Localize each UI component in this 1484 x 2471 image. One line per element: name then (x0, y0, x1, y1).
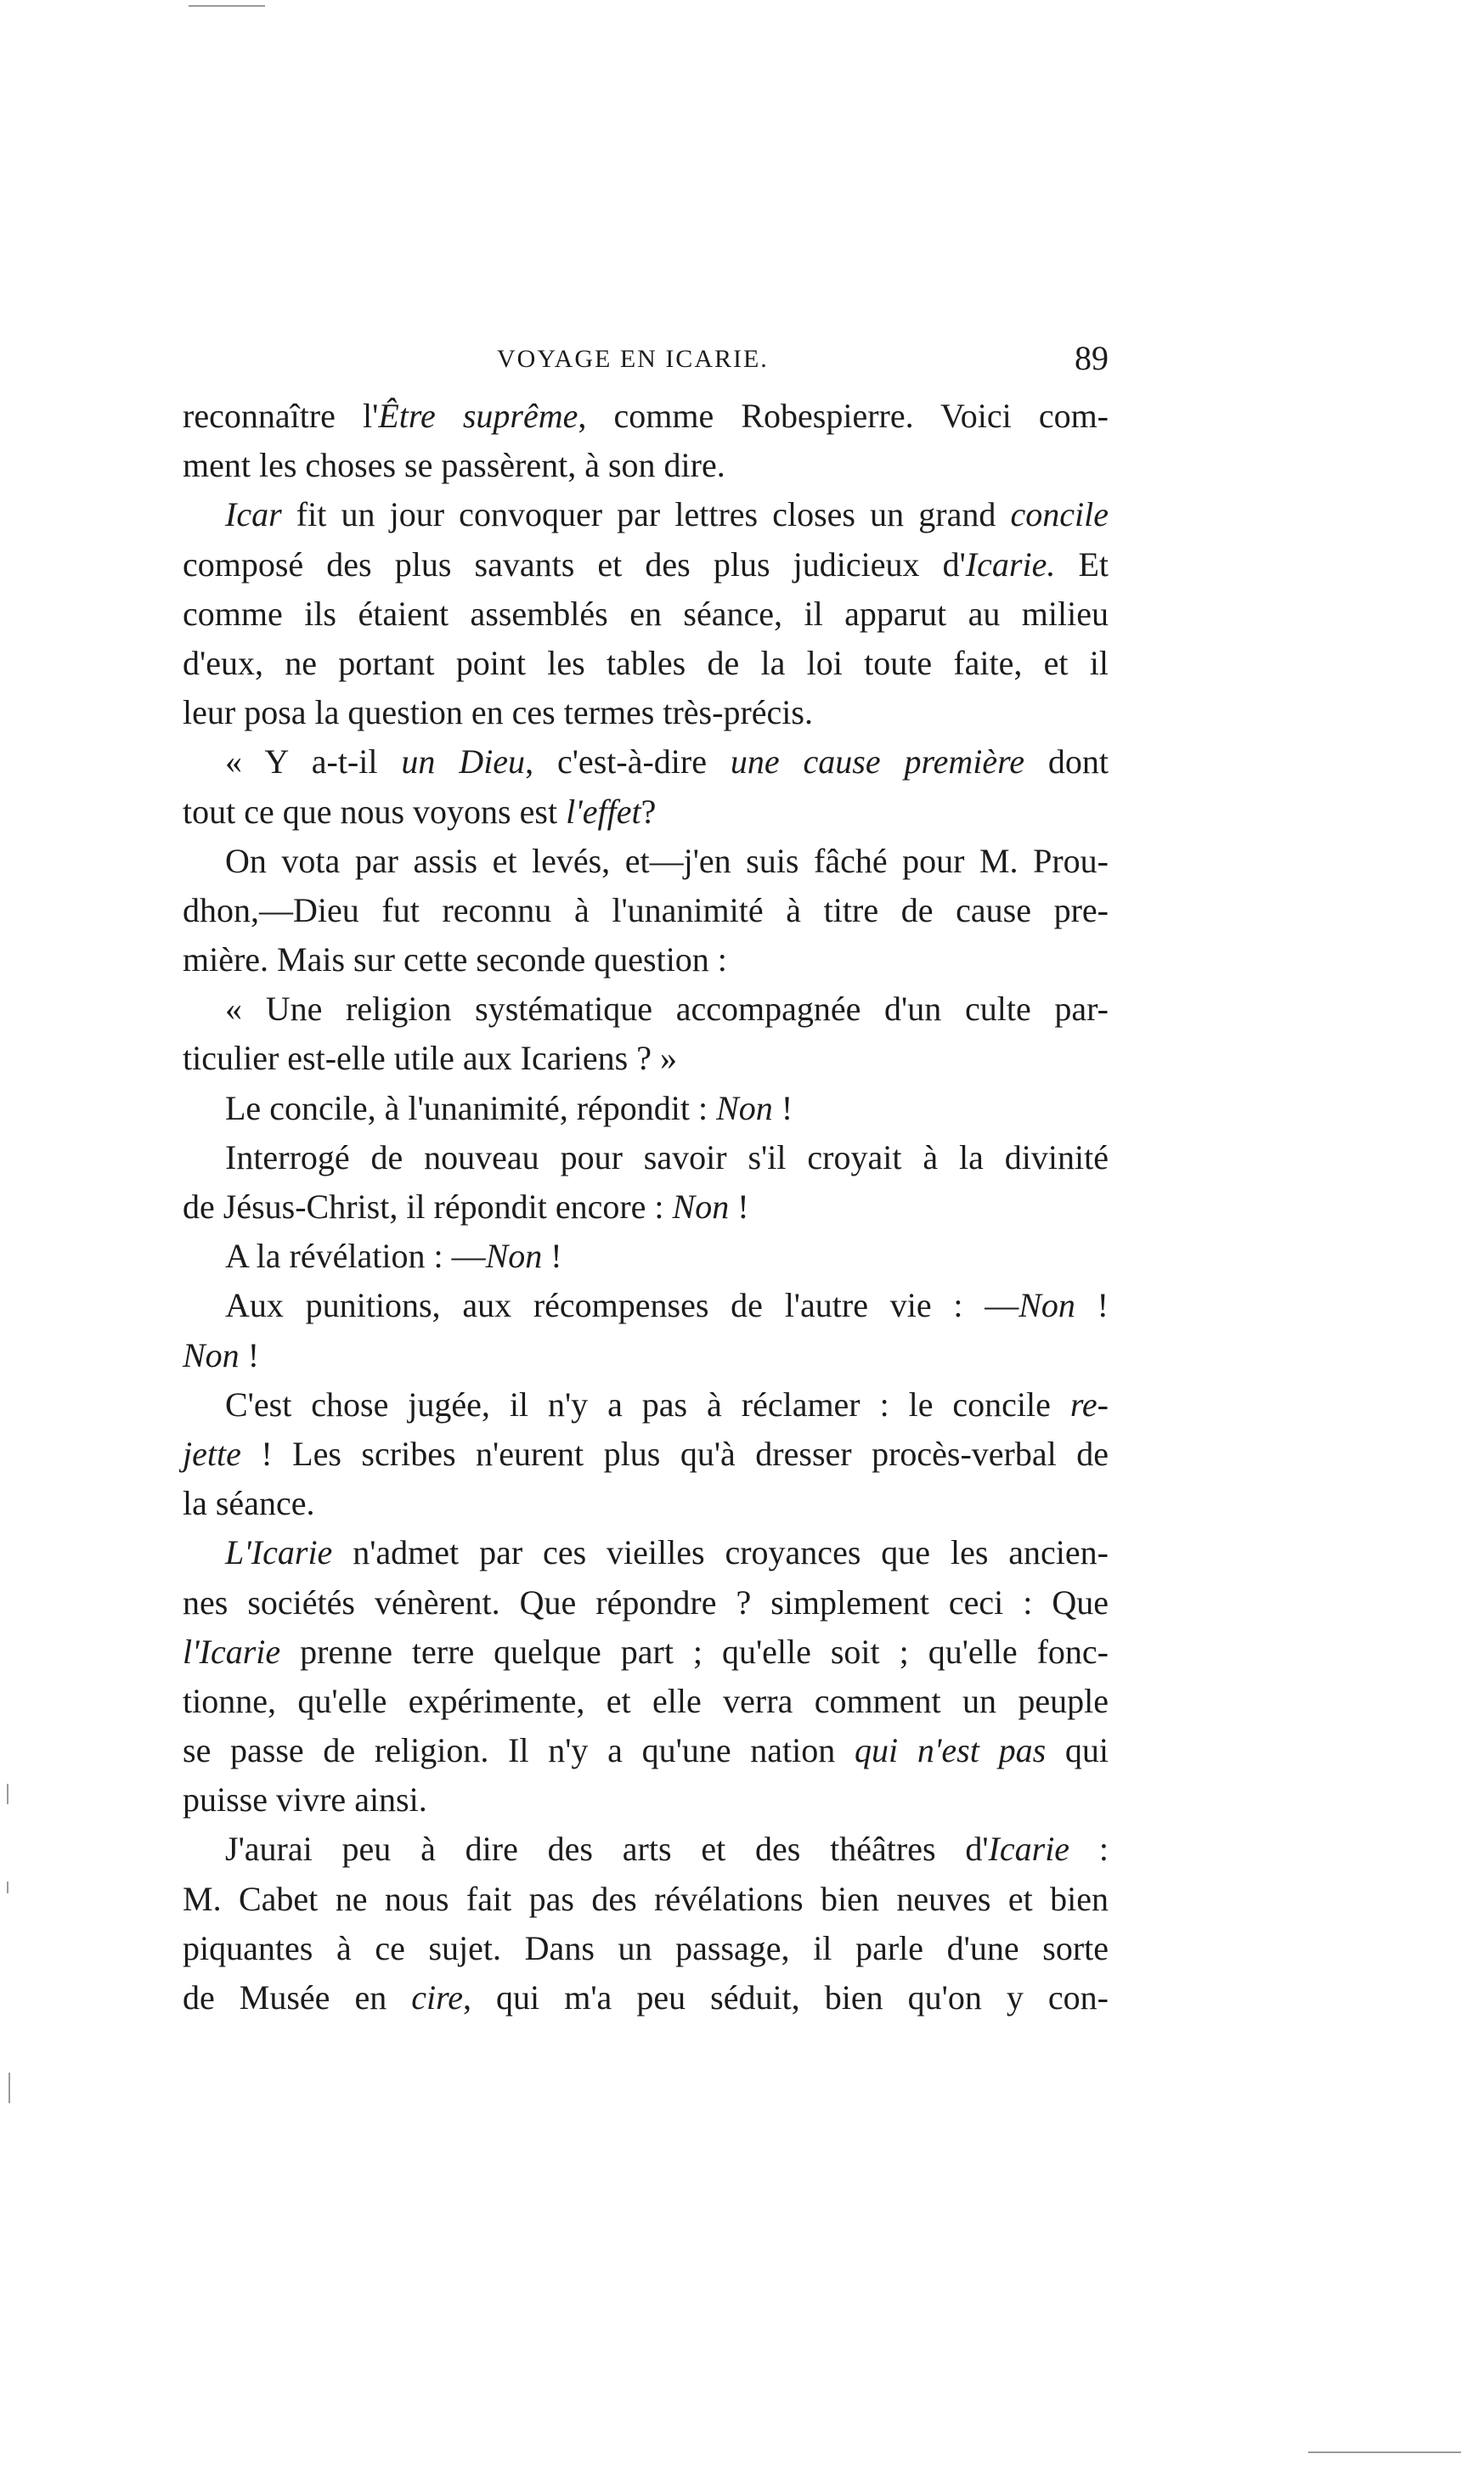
text-line: Non ! (183, 1335, 260, 1374)
text-line: puisse vivre ainsi. (183, 1780, 427, 1819)
text-line: se passe de religion. Il n'y a qu'une nation qui n'est pas qui (183, 1731, 1109, 1770)
text-line: A la révélation : —Non ! (225, 1237, 562, 1276)
text-line: piquantes à ce sujet. Dans un passage, il parle d'une sorte (183, 1928, 1109, 1967)
body-text (183, 392, 1109, 2022)
scan-mark-left-3 (8, 2073, 10, 2103)
scan-mark-left-2 (7, 1881, 8, 1893)
text-line: Le concile, à l'unanimité, répondit : Non ! (225, 1088, 793, 1127)
text-line: Interrogé de nouveau pour savoir s'il croyait à la divinité (225, 1137, 1109, 1176)
text-line: leur posa la question en ces termes très-précis. (183, 693, 813, 732)
text-line: Aux punitions, aux récompenses de l'autre vie : —Non ! (225, 1286, 1109, 1325)
text-line: L'Icarie n'admet par ces vieilles croyances que les ancien- (225, 1533, 1109, 1572)
text-line: jette ! Les scribes n'eurent plus qu'à dresser procès-verbal de (183, 1434, 1109, 1473)
text-line: composé des plus savants et des plus judicieux d'Icarie. Et (183, 544, 1109, 584)
text-line: J'aurai peu à dire des arts et des théâtres d'Icarie : (225, 1830, 1109, 1869)
text-line: l'Icarie prenne terre quelque part ; qu'elle soit ; qu'elle fonc- (183, 1632, 1109, 1671)
scan-mark-top (189, 5, 265, 7)
running-title: VOYAGE EN ICARIE. (497, 345, 769, 373)
text-line: « Y a-t-il un Dieu, c'est-à-dire une cause première dont (225, 742, 1109, 781)
text-line: tionne, qu'elle expérimente, et elle verra comment un peuple (183, 1681, 1109, 1720)
text-line: mière. Mais sur cette seconde question : (183, 940, 727, 979)
text-line: d'eux, ne portant point les tables de la loi toute faite, et il (183, 643, 1109, 682)
text-line: C'est chose jugée, il n'y a pas à réclamer : le concile re- (225, 1385, 1109, 1424)
text-line: reconnaître l'Être suprême, comme Robespierre. Voici com- (183, 397, 1109, 435)
text-line: nes sociétés vénèrent. Que répondre ? simplement ceci : Que (183, 1582, 1109, 1622)
scan-mark-bottom (1308, 2451, 1461, 2453)
text-line: ticulier est-elle utile aux Icariens ? » (183, 1039, 677, 1078)
text-line: de Musée en cire, qui m'a peu séduit, bien qu'on y con- (183, 1978, 1109, 2017)
text-line: On vota par assis et levés, et—j'en suis fâché pour M. Prou- (225, 841, 1109, 880)
scan-mark-left-1 (7, 1784, 8, 1804)
text-line: tout ce que nous voyons est l'effet? (183, 792, 657, 831)
text-line: de Jésus-Christ, il répondit encore : Non ! (183, 1188, 749, 1226)
text-line: la séance. (183, 1484, 315, 1523)
text-line: dhon,—Dieu fut reconnu à l'unanimité à titre de cause pre- (183, 890, 1109, 929)
text-line: « Une religion systématique accompagnée d'un culte par- (225, 990, 1109, 1029)
page-header (183, 338, 1109, 389)
text-line: M. Cabet ne nous fait pas des révélations bien neuves et bien (183, 1879, 1109, 1918)
text-line: comme ils étaient assemblés en séance, il apparut au milieu (183, 594, 1109, 633)
text-line: Icar fit un jour convoquer par lettres closes un grand concile (225, 495, 1109, 534)
page-number: 89 (1075, 339, 1109, 377)
text-line: ment les choses se passèrent, à son dire. (183, 446, 725, 485)
